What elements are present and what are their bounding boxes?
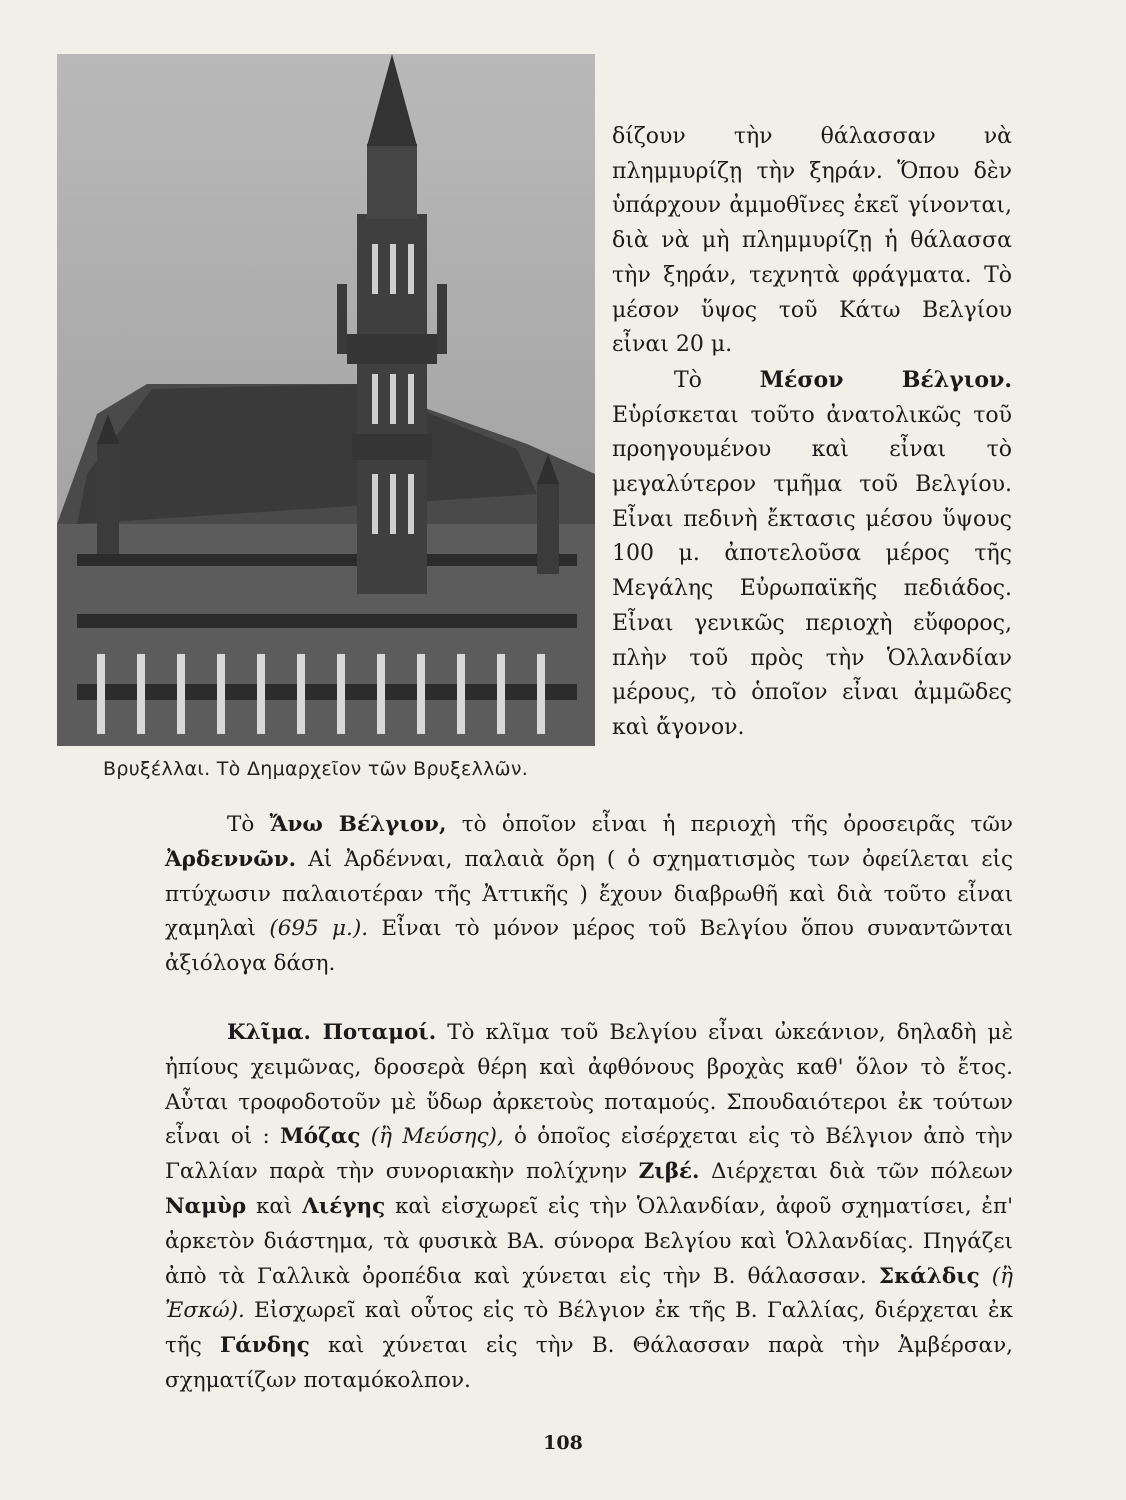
heading-upper-belgium: Ἄνω Βέλγιον, [269,812,447,837]
text: Εἰσχωρεῖ καὶ οὗτος εἰς τὸ Βέλγιον ἐκ τῆς Β. Γαλλίας, διέρχεται ἐκ τῆς [165,1298,1013,1359]
text: Εὑρίσκεται τοῦτο ἀνατολικῶς τοῦ προηγουμένου καὶ εἶναι τὸ μεγαλύτερον τμῆμα τοῦ Βελγίου. Εἶναι πεδινὴ ἔκτασις μέσου ὕψους 100 μ. ἀποτελοῦσα μέρος τῆς Μεγάλης Εὐρωπαϊκῆς πεδιάδος. Εἶναι γενικῶς περιοχὴ εὔφορος, πλὴν τοῦ πρὸς τὴν Ὁλλανδίαν μέρους, τὸ ὁποῖον εἶναι ἀμμῶδες καὶ ἄγονον. [612,402,1012,740]
paragraph-climate-rivers [165,1016,1013,1399]
full-width-text [165,808,1013,1399]
text: ὁ ὁποῖος εἰσέρχεται εἰς τὸ Βέλγιον ἀπὸ τὴν Γαλλίαν παρὰ τὴν συνοριακὴν πολίχνην [165,1124,1014,1185]
right-text-column [612,120,1012,746]
term-scheldt: Σκάλδις [878,1263,980,1289]
photo-caption: Βρυξέλλαι. Τὸ Δημαρχεῖον τῶν Βρυξελλῶν. [103,758,529,780]
paragraph-lower-belgium-end: δίζουν τὴν θάλασσαν νὰ πλημμυρίζῃ τὴν ξηράν. Ὅπου δὲν ὑπάρχουν ἀμμοθῖνες ἐκεῖ γίνονται, διὰ νὰ μὴ πλημμυρίζῃ ἡ θάλασσα τὴν ξηράν, τεχνητὰ φράγματα. Τὸ μέσον ὕψος τοῦ Κάτω Βελγίου εἶναι 20 μ. [612,124,1012,358]
alt-name-meuse: (ἢ Μεύσης), [370,1124,504,1150]
page-number: 108 [543,1432,583,1454]
term-namur: Ναμὺρ [165,1193,247,1219]
text: Αἱ Ἀρδένναι, παλαιὰ ὄρη ( ὁ σχηματισμὸς των ὀφείλεται εἰς πτύχωσιν παλαιοτέραν τῆς Ἀττικῆς ) ἔχουν διαβρωθῆ καὶ διὰ τοῦτο εἶναι χαμηλαὶ [165,846,1013,942]
heading-middle-belgium: Μέσον Βέλγιον. [759,366,1012,393]
term-ardennes: Ἀρδεννῶν. [165,846,297,872]
paragraph-upper-belgium [165,808,1013,982]
text: Εἶναι τὸ μόνον μέρος τοῦ Βελγίου ὅπου συναντῶνται ἀξιόλογα δάση. [165,916,1013,977]
town-hall-illustration [57,54,595,746]
text: καὶ [255,1193,293,1219]
text: τὸ ὁποῖον εἶναι ἡ περιοχὴ τῆς ὀροσειρᾶς τῶν [461,812,1014,837]
paragraph-middle-belgium [612,363,1012,746]
term-givet: Ζιβέ. [638,1159,700,1185]
text: Τὸ κλῖμα τοῦ Βελγίου εἶναι ὠκεάνιον, δηλαδὴ μὲ ἠπίους χειμῶνας, δροσερὰ θέρη καὶ ἀφθόνους βροχὰς καθ' ὅλον τὸ ἔτος. Αὗται τροφοδοτοῦν μὲ ὕδωρ ἀρκετοὺς ποταμούς. Σπουδαιότεροι ἐκ τούτων εἶναι οἱ : [165,1019,1014,1150]
brussels-town-hall-photo [57,54,595,746]
term-ghent: Γάνδης [220,1333,310,1359]
alt-name-scheldt: (ἢ Ἐσκώ). [165,1263,1013,1324]
elevation-note: (695 μ.). [269,916,369,942]
text: Τὸ [674,367,702,393]
text: Τὸ [227,812,255,837]
term-liege: Λιέγης [302,1193,386,1219]
term-meuse: Μόζας [280,1124,361,1150]
paragraph-gap [165,982,1013,1016]
heading-climate-rivers: Κλῖμα. Ποταμοί. [227,1019,437,1045]
text: καὶ εἰσχωρεῖ εἰς τὴν Ὁλλανδίαν, ἀφοῦ σχηματίσει, ἐπ' ἀρκετὸν διάστημα, τὰ φυσικὰ ΒΑ. σύνορα Βελγίου καὶ Ὁλλανδίας. Πηγάζει ἀπὸ τὰ Γαλλικὰ ὀροπέδια καὶ χύνεται εἰς τὴν Β. θάλασσαν. [165,1193,1013,1289]
text: Διέρχεται διὰ τῶν πόλεων [711,1159,1013,1185]
text: καὶ χύνεται εἰς τὴν Β. Θάλασσαν παρὰ τὴν Ἀμβέρσαν, σχηματίζων ποταμόκολπον. [165,1333,1013,1393]
